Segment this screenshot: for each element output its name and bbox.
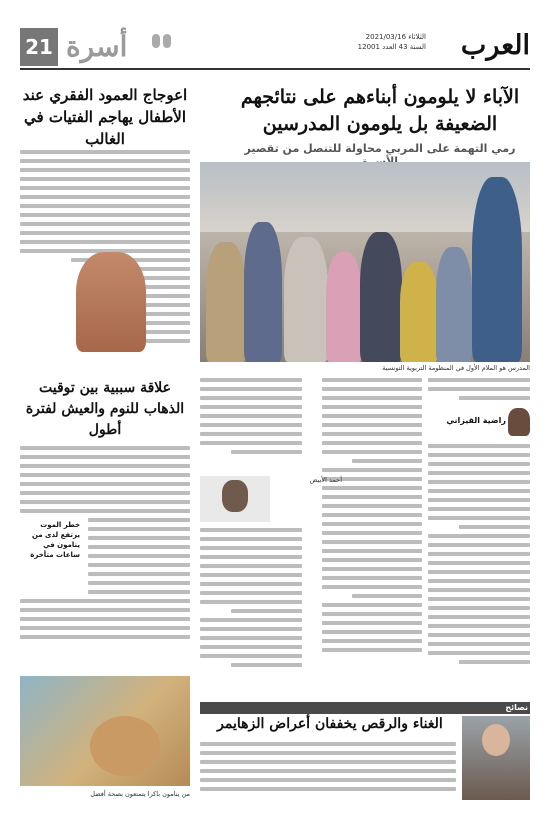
masthead (20, 28, 530, 70)
photo-figure (284, 237, 328, 362)
writer-photo (508, 408, 530, 436)
elderly-woman-image (462, 716, 530, 800)
tips-headline: الغناء والرقص يخففان أعراض الزهايمر (217, 716, 443, 732)
photo-figure (244, 222, 282, 362)
article-column (428, 444, 530, 694)
photo-caption: المدرس هو الملام الأول في المنظومة التربوية التونسية (382, 364, 530, 372)
section-quote-icon (152, 34, 171, 48)
sleep-article-body (20, 446, 190, 674)
child-back-image (76, 252, 146, 352)
issue-number: السنة 43 العدد 12001 (357, 43, 426, 51)
sleep-headline: علاقة سببية بين توقيت الذهاب للنوم والعيش لفترة أطول (25, 380, 185, 438)
article-column (428, 378, 530, 400)
photo-figure (436, 247, 472, 362)
expert-name: أحمد الأبيض (309, 476, 342, 484)
woman-head (482, 724, 510, 756)
photo-figure (206, 242, 246, 362)
dateline (358, 32, 426, 52)
section-name: أسرة (66, 30, 128, 63)
tips-label: نصائح (505, 703, 528, 712)
expert-photo-box (200, 476, 270, 522)
sleep-caption: من ينامون باكرا يتمتعون بصحة أفضل (90, 790, 190, 798)
main-subheadline: رمي التهمة على المربي محاولة للتنصل من تقصير (244, 142, 516, 155)
writer-name: راضية القيزاني (446, 416, 506, 425)
writer-byline (442, 408, 530, 438)
page-number: 21 (20, 28, 58, 66)
photo-figure (360, 232, 402, 362)
article-column (200, 528, 302, 694)
sleep-pull-quote: خطر الموت يرتفع لدى من ينامون في ساعات متأخرة (30, 521, 80, 559)
main-photo (200, 162, 530, 362)
article-column (322, 378, 422, 694)
newspaper-logo: العرب (460, 30, 530, 61)
sleeping-child-image (20, 676, 190, 786)
photo-figure (400, 262, 438, 362)
issue-date: الثلاثاء 2021/03/16 (365, 33, 426, 41)
tips-bar (200, 702, 530, 714)
teddy-bear (90, 716, 160, 776)
photo-figure (472, 177, 522, 362)
tips-article-body (200, 742, 456, 802)
expert-photo (222, 480, 248, 512)
side-headline: اعوجاج العمود الفقري عند الأطفال يهاجم الفتيات في الغالب (22, 86, 188, 148)
article-column (200, 378, 302, 472)
main-headline: الآباء لا يلومون أبناءهم على نتائجهم الضعيفة بل يلومون المدرسين (240, 86, 520, 135)
photo-figure (326, 252, 362, 362)
